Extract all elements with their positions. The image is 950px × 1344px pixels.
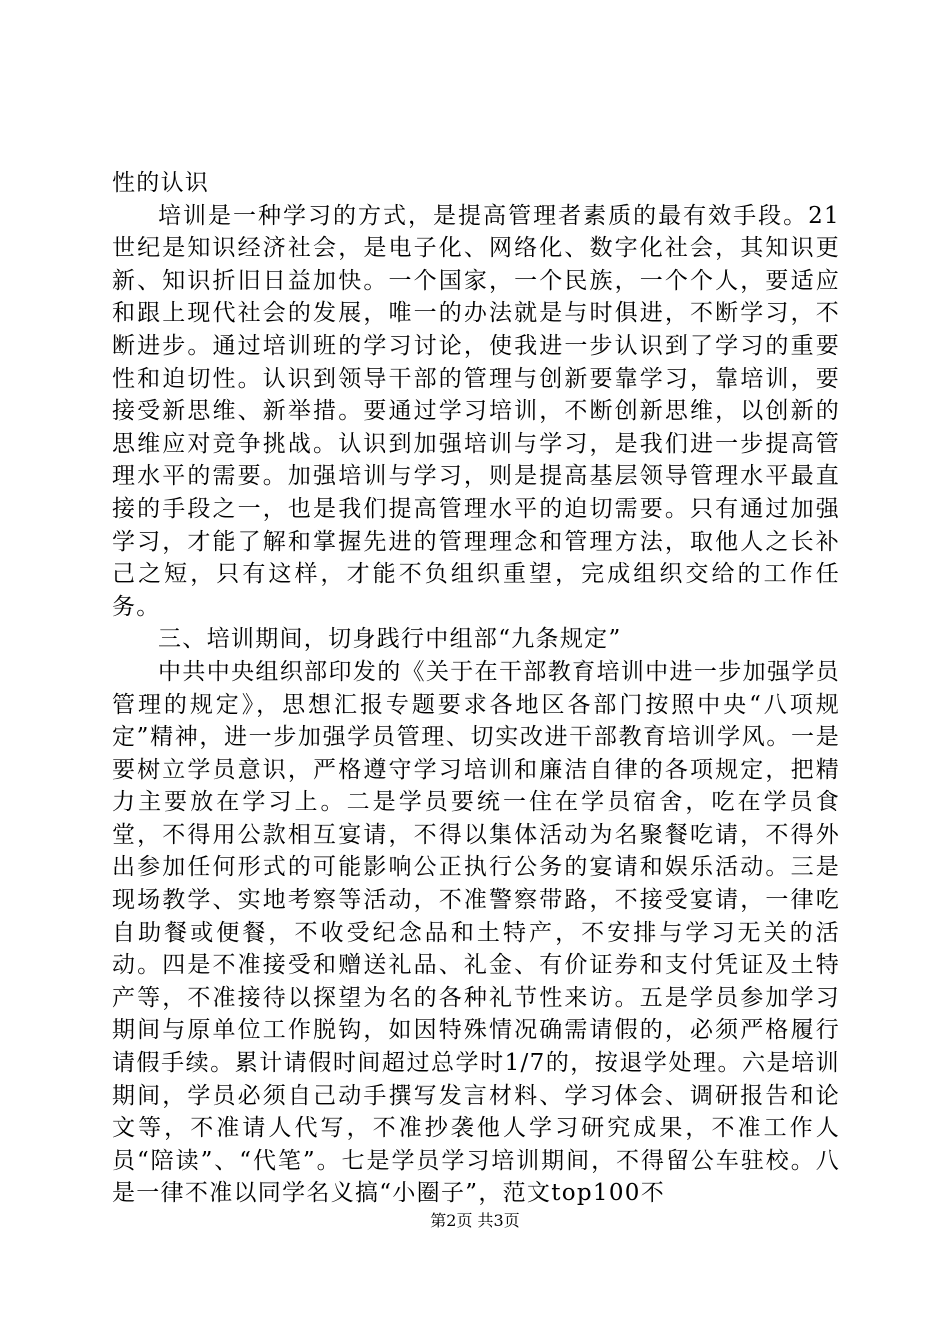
paragraph-nine-rules: 中共中央组织部印发的《关于在干部教育培训中进一步加强学员管理的规定》，思想汇报专题要求各地区各部门按照中央“八项规定”精神，进一步加强学员管理、切实改进干部教育培训学风。一是要树立学员意识，严格遵守学习培训和廉洁自律的各项规定，把精力主要放在学习上。二是学员要统一住在学员宿舍，吃在学员食堂，不得用公款相互宴请，不得以集体活动为名聚餐吃请，不得外出参加任何形式的可能影响公正执行公务的宴请和娱乐活动。三是现场教学、实地考察等活动，不准警察带路，不接受宴请，一律吃自助餐或便餐，不收受纪念品和土特产，不安排与学习无关的活动。四是不准接受和赠送礼品、礼金、有价证券和支付凭证及土特产等，不准接待以探望为名的各种礼节性来访。五是学员参加学习期间与原单位工作脱钩，如因特殊情况确需请假的，必须严格履行请假手续。累计请假时间超过总学时1/7的，按退学处理。六是培训期间，学员必须自己动手撰写发言材料、学习体会、调研报告和论文等，不准请人代写，不准抄袭他人学习研究成果，不准工作人员“陪读”、“代笔”。七是学员学习培训期间，不得留公车驻校。八是一律不准以同学名义搞“小圈子”，范文top100不 [112, 658, 840, 1207]
paragraph-training-importance: 培训是一种学习的方式，是提高管理者素质的最有效手段。21世纪是知识经济社会，是电子化、网络化、数字化社会，其知识更新、知识折旧日益加快。一个国家，一个民族，一个个人，要适应和跟上现代社会的发展，唯一的办法就是与时俱进，不断学习，不断进步。通过培训班的学习讨论，使我进一步认识到了学习的重要性和迫切性。认识到领导干部的管理与创新要靠学习，靠培训，要接受新思维、新举措。要通过学习培训，不断创新思维，以创新的思维应对竞争挑战。认识到加强培训与学习，是我们进一步提高管理水平的需要。加强培训与学习，则是提高基层领导管理水平最直接的手段之一，也是我们提高管理水平的迫切需要。只有通过加强学习，才能了解和掌握先进的管理理念和管理方法，取他人之长补己之短，只有这样，才能不负组织重望，完成组织交给的工作任务。 [112, 202, 840, 620]
page-footer: 第2页 共3页 [430, 1211, 520, 1230]
document-body [112, 167, 840, 1210]
paragraph-heading-continuation: 性的认识 [112, 170, 210, 196]
section-heading-three: 三、培训期间，切身践行中组部“九条规定” [158, 626, 622, 653]
